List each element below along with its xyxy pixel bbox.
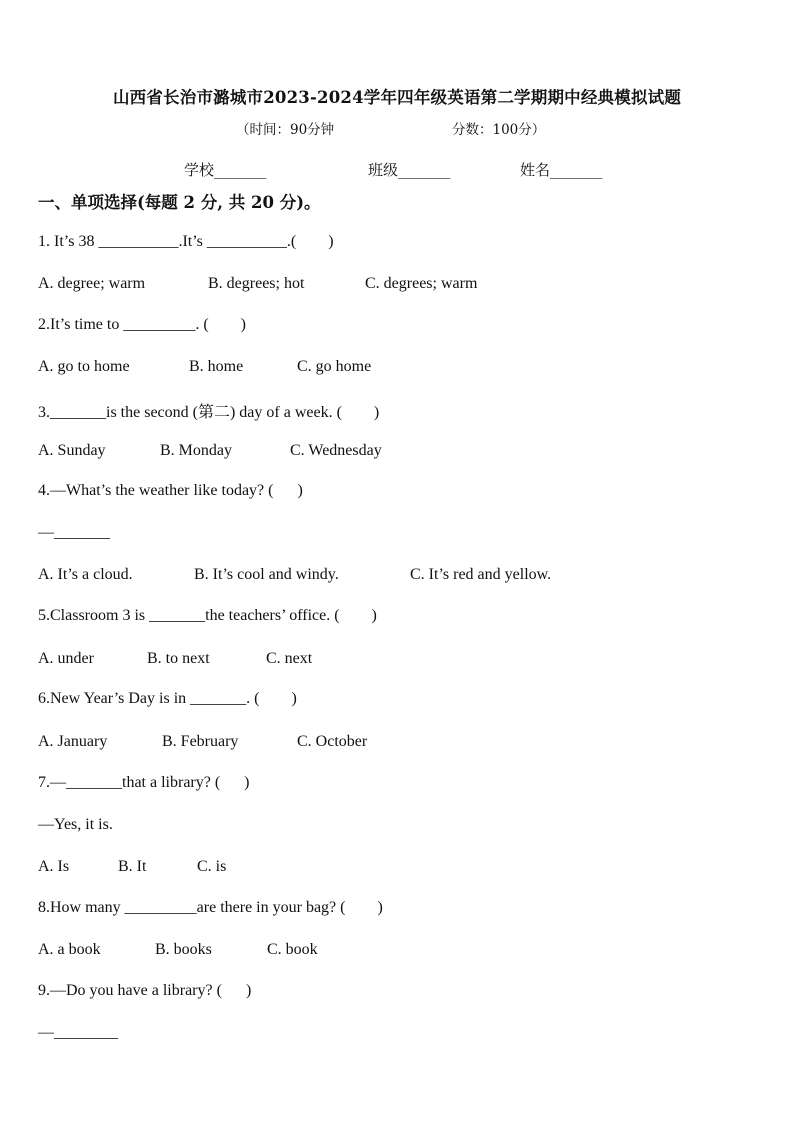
option-a: A. go to home bbox=[38, 358, 130, 375]
option-a: A. January bbox=[38, 733, 108, 750]
question-6: 6.New Year’s Day is in _______. ( ) bbox=[38, 690, 297, 707]
reply-7: —Yes, it is. bbox=[38, 816, 113, 833]
name-field: 姓名_______ bbox=[520, 161, 603, 179]
option-c: C. It’s red and yellow. bbox=[410, 566, 552, 583]
question-3: 3._______is the second (第二) day of a week. ( ) bbox=[38, 404, 380, 421]
option-b: B. It’s cool and windy. bbox=[194, 566, 339, 583]
class-field: 班级_______ bbox=[368, 161, 451, 179]
option-b: B. February bbox=[162, 733, 239, 750]
option-c: C. go home bbox=[297, 358, 372, 375]
exam-title: 山西省长治市潞城市2023-2024学年四年级英语第二学期期中经典模拟试题 bbox=[112, 88, 682, 107]
option-a: A. Sunday bbox=[38, 442, 106, 459]
question-1: 1. It’s 38 __________.It’s __________.( ) bbox=[38, 233, 334, 250]
option-b: B. degrees; hot bbox=[208, 275, 305, 292]
school-field: 学校_______ bbox=[184, 161, 267, 179]
exam-time: （时间：90分钟 bbox=[236, 122, 335, 138]
reply-4: —_______ bbox=[38, 524, 110, 541]
option-b: B. It bbox=[118, 858, 147, 875]
option-b: B. Monday bbox=[160, 442, 232, 459]
reply-9: —________ bbox=[38, 1024, 118, 1041]
option-a: A. degree; warm bbox=[38, 275, 146, 292]
question-7: 7.—_______that a library? ( ) bbox=[38, 774, 250, 791]
section-heading: 一、单项选择(每题 2 分, 共 20 分)。 bbox=[38, 193, 321, 212]
option-a: A. Is bbox=[38, 858, 70, 875]
option-b: B. home bbox=[189, 358, 244, 375]
option-c: C. book bbox=[267, 941, 318, 958]
option-a: A. a book bbox=[38, 941, 101, 958]
option-b: B. books bbox=[155, 941, 212, 958]
question-4: 4.—What’s the weather like today? ( ) bbox=[38, 482, 303, 499]
option-b: B. to next bbox=[147, 650, 210, 667]
exam-score: 分数：100分） bbox=[452, 122, 546, 138]
question-8: 8.How many _________are there in your bag? ( ) bbox=[38, 899, 383, 916]
option-c: C. Wednesday bbox=[290, 442, 382, 459]
question-9: 9.—Do you have a library? ( ) bbox=[38, 982, 252, 999]
option-a: A. under bbox=[38, 650, 94, 667]
option-c: C. degrees; warm bbox=[365, 275, 478, 292]
option-c: C. next bbox=[266, 650, 313, 667]
question-5: 5.Classroom 3 is _______the teachers’ office. ( ) bbox=[38, 607, 377, 624]
option-c: C. is bbox=[197, 858, 227, 875]
option-a: A. It’s a cloud. bbox=[38, 566, 133, 583]
option-c: C. October bbox=[297, 733, 368, 750]
question-2: 2.It’s time to _________. ( ) bbox=[38, 316, 246, 333]
